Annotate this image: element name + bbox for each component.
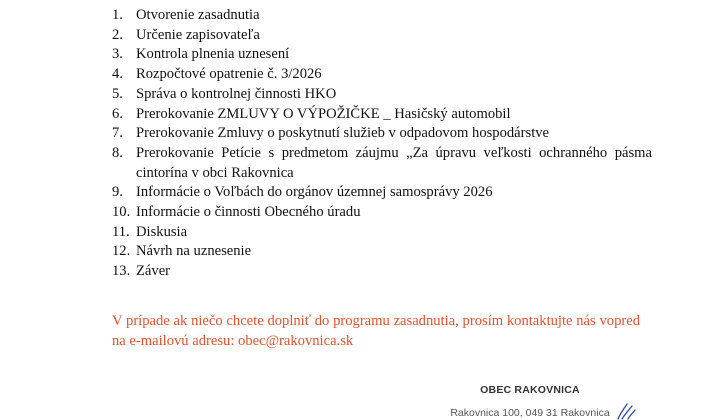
agenda-item-text: Správa o kontrolnej činnosti HKO bbox=[136, 85, 337, 102]
agenda-item-number: 10. bbox=[112, 204, 131, 221]
agenda-item-number: 8. bbox=[112, 144, 123, 161]
agenda-item-number: 2. bbox=[112, 26, 123, 43]
agenda-item bbox=[112, 144, 652, 183]
agenda-item bbox=[112, 6, 652, 26]
agenda-item bbox=[112, 105, 652, 125]
agenda-item-number: 1. bbox=[112, 7, 123, 23]
agenda-item-text: Návrh na uznesenie bbox=[136, 243, 252, 260]
agenda-item bbox=[112, 242, 652, 262]
agenda-item-text: Určenie zapisovateľa bbox=[136, 26, 260, 43]
agenda-item-text: Kontrola plnenia uznesení bbox=[136, 46, 290, 63]
contact-note: V prípade ak niečo chcete doplniť do programu zasadnutia, prosím kontaktujte nás vopred na e-mailovú adresu: obec@rakovnica.sk bbox=[112, 313, 640, 349]
agenda-item-number: 6. bbox=[112, 105, 123, 122]
agenda-item-text: Prerokovanie ZMLUVY O VÝPOŽIČKE _ Hasičský automobil bbox=[136, 105, 511, 122]
agenda-item-text: Záver bbox=[136, 263, 171, 280]
agenda-item-number: 9. bbox=[112, 184, 123, 201]
stamp-address: Rakovnica 100, 049 31 Rakovnica bbox=[450, 407, 610, 419]
agenda-item-number: 11. bbox=[112, 223, 130, 240]
agenda-item-text: Informácie o Voľbách do orgánov územnej samosprávy 2026 bbox=[136, 184, 493, 201]
signature-mark bbox=[608, 400, 640, 420]
agenda-item bbox=[112, 65, 652, 85]
agenda-item-number: 7. bbox=[112, 125, 123, 142]
agenda-item bbox=[112, 262, 652, 282]
agenda-item-text: Otvorenie zasadnutia bbox=[136, 7, 260, 23]
agenda-item bbox=[112, 85, 652, 105]
municipal-stamp bbox=[440, 383, 620, 420]
agenda-item bbox=[112, 203, 652, 223]
agenda-item-text: Prerokovanie Petície s predmetom záujmu „Za úpravu veľkosti ochranného pásma cintorína v obci Rakovnica bbox=[136, 144, 652, 181]
stamp-organization: OBEC RAKOVNICA bbox=[480, 384, 580, 396]
agenda-item-number: 12. bbox=[112, 243, 131, 260]
agenda-item bbox=[112, 26, 652, 46]
agenda-item-text: Diskusia bbox=[136, 223, 188, 240]
agenda-item-number: 5. bbox=[112, 85, 123, 102]
agenda-item-text: Informácie o činnosti Obecného úradu bbox=[136, 204, 361, 221]
agenda-list bbox=[112, 6, 652, 282]
agenda-item-number: 13. bbox=[112, 263, 131, 280]
agenda-item bbox=[112, 183, 652, 203]
agenda-item-text: Prerokovanie Zmluvy o poskytnutí služieb v odpadovom hospodárstve bbox=[136, 125, 550, 142]
agenda-item bbox=[112, 45, 652, 65]
agenda-item-number: 4. bbox=[112, 66, 123, 83]
agenda-item-number: 3. bbox=[112, 46, 123, 63]
agenda-item-text: Rozpočtové opatrenie č. 3/2026 bbox=[136, 66, 322, 83]
agenda-item bbox=[112, 124, 652, 144]
agenda-item bbox=[112, 223, 652, 243]
